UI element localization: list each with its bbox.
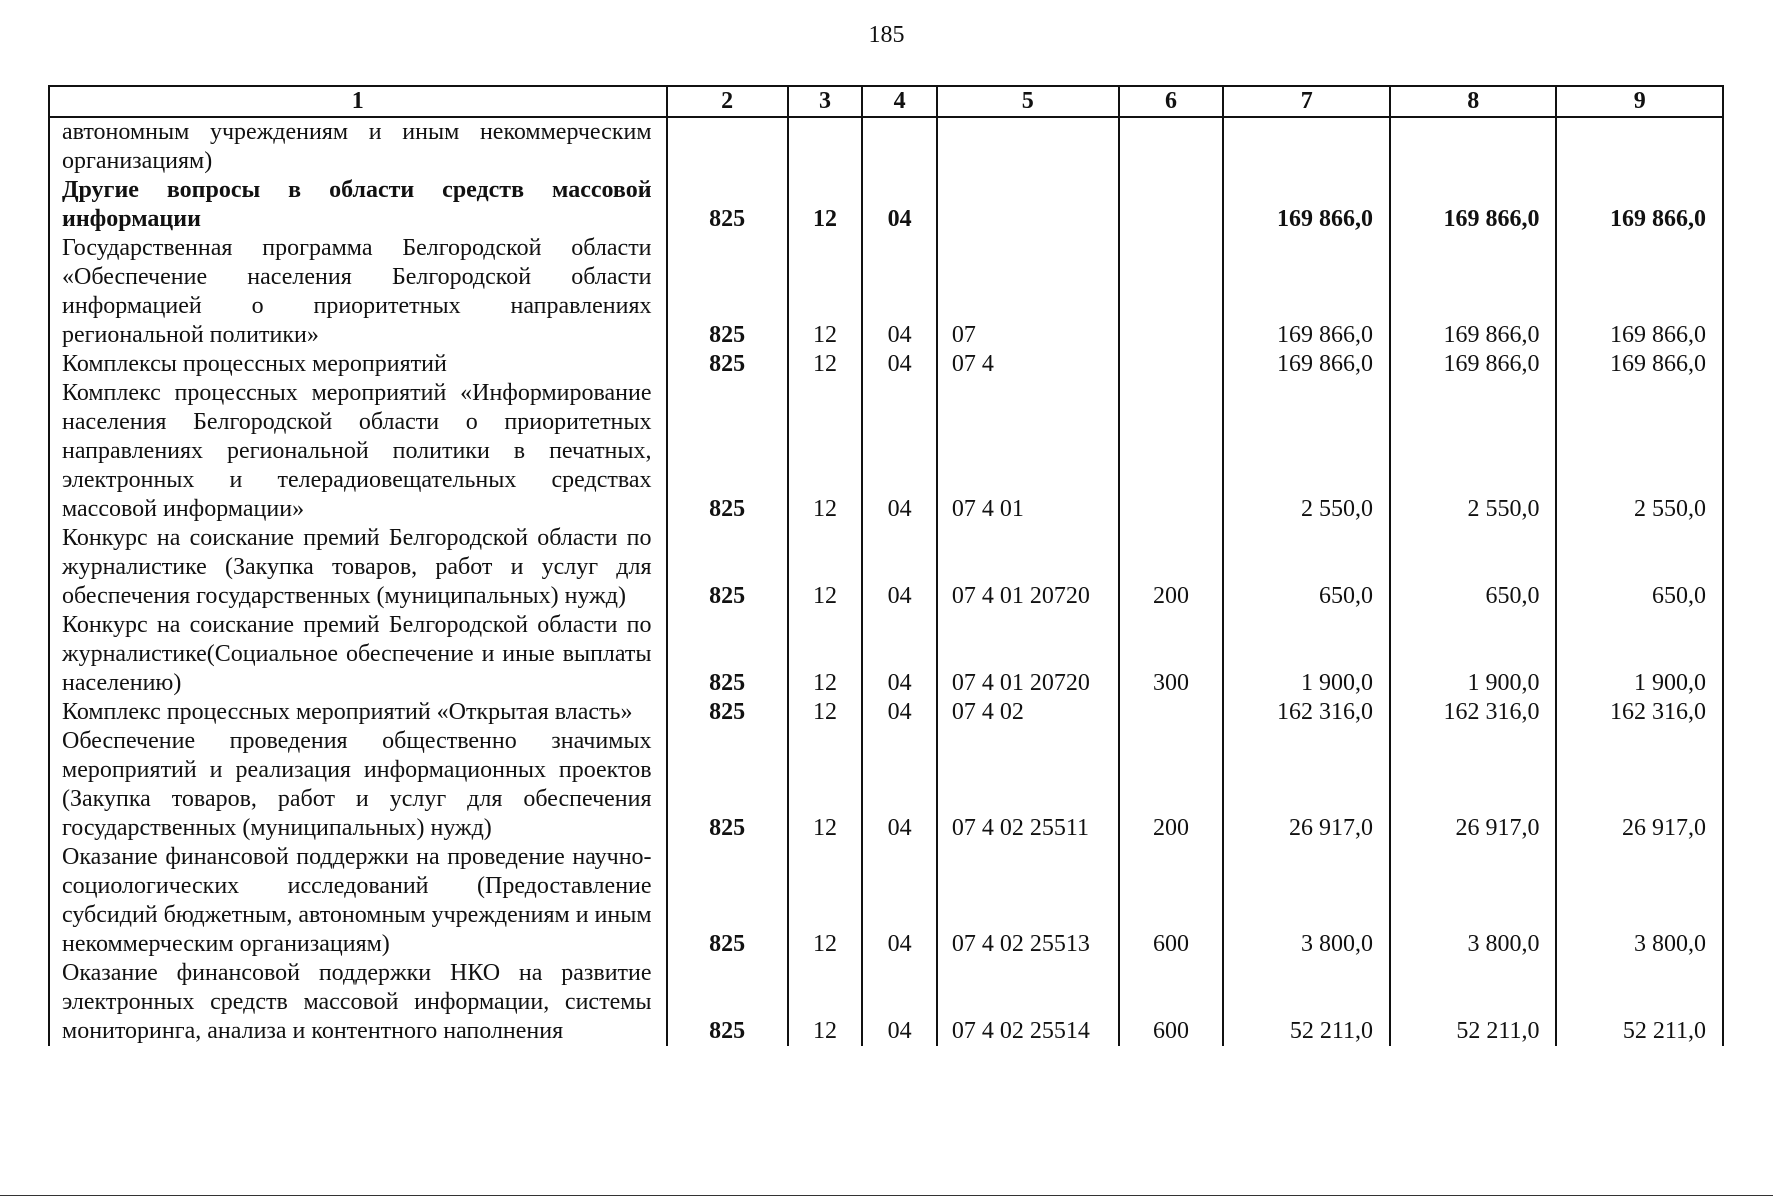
- section-code: 12: [788, 959, 863, 1046]
- subsection-code: 04: [862, 611, 937, 698]
- row-description: Государственная программа Белгородской области «Обеспечение населения Белгородской области информацией о приоритетных направлениях региональной политики»: [49, 234, 667, 350]
- admin-code: 825: [667, 959, 788, 1046]
- amount-col7: 52 211,0: [1223, 959, 1389, 1046]
- amount-col7: 169 866,0: [1223, 234, 1389, 350]
- table-row: [49, 524, 1723, 611]
- column-header: 2: [667, 86, 788, 117]
- target-article: 07 4 02 25513: [937, 843, 1119, 959]
- admin-code: 825: [667, 524, 788, 611]
- amount-col7: 650,0: [1223, 524, 1389, 611]
- page-bottom-rule: [0, 1195, 1773, 1196]
- amount-col7: 169 866,0: [1223, 350, 1389, 379]
- amount-col8: [1390, 117, 1556, 176]
- target-article: 07 4 01 20720: [937, 524, 1119, 611]
- column-header: 7: [1223, 86, 1389, 117]
- expense-type: [1119, 379, 1224, 524]
- row-description: Комплексы процессных мероприятий: [49, 350, 667, 379]
- amount-col8: 2 550,0: [1390, 379, 1556, 524]
- admin-code: 825: [667, 234, 788, 350]
- row-description: Оказание финансовой поддержки на проведение научно-социологических исследований (Предоставление субсидий бюджетным, автономным учреждениям и иным некоммерческим организациям): [49, 843, 667, 959]
- section-code: [788, 117, 863, 176]
- section-code: 12: [788, 350, 863, 379]
- amount-col8: 1 900,0: [1390, 611, 1556, 698]
- row-description: Конкурс на соискание премий Белгородской области по журналистике (Закупка товаров, работ и услуг для обеспечения государственных (муниципальных) нужд): [49, 524, 667, 611]
- row-description: Обеспечение проведения общественно значимых мероприятий и реализация информационных проектов (Закупка товаров, работ и услуг для обеспечения государственных (муниципальных) нужд): [49, 727, 667, 843]
- amount-col7: 162 316,0: [1223, 698, 1389, 727]
- target-article: 07: [937, 234, 1119, 350]
- amount-col7: 169 866,0: [1223, 176, 1389, 234]
- target-article: 07 4 02: [937, 698, 1119, 727]
- admin-code: 825: [667, 727, 788, 843]
- table-row: [49, 611, 1723, 698]
- column-header: 5: [937, 86, 1119, 117]
- column-header: 8: [1390, 86, 1556, 117]
- section-code: 12: [788, 843, 863, 959]
- column-header: 3: [788, 86, 863, 117]
- target-article: 07 4: [937, 350, 1119, 379]
- expense-type: [1119, 350, 1224, 379]
- table-row: [49, 959, 1723, 1046]
- expense-type: 200: [1119, 524, 1224, 611]
- table-row: [49, 727, 1723, 843]
- subsection-code: 04: [862, 350, 937, 379]
- amount-col9: 169 866,0: [1556, 350, 1723, 379]
- amount-col9: 162 316,0: [1556, 698, 1723, 727]
- section-code: 12: [788, 234, 863, 350]
- admin-code: 825: [667, 350, 788, 379]
- amount-col9: 169 866,0: [1556, 176, 1723, 234]
- amount-col7: 2 550,0: [1223, 379, 1389, 524]
- expense-type: [1119, 698, 1224, 727]
- expense-type: 200: [1119, 727, 1224, 843]
- section-code: 12: [788, 611, 863, 698]
- amount-col8: 169 866,0: [1390, 234, 1556, 350]
- amount-col9: 650,0: [1556, 524, 1723, 611]
- subsection-code: 04: [862, 843, 937, 959]
- header-row: [49, 86, 1723, 117]
- row-description: Комплекс процессных мероприятий «Информирование населения Белгородской области о приоритетных направлениях региональной политики в печатных, электронных и телерадиовещательных средствах массовой информации»: [49, 379, 667, 524]
- subsection-code: [862, 117, 937, 176]
- amount-col7: [1223, 117, 1389, 176]
- subsection-code: 04: [862, 698, 937, 727]
- expense-type: 300: [1119, 611, 1224, 698]
- admin-code: 825: [667, 698, 788, 727]
- expense-type: 600: [1119, 843, 1224, 959]
- admin-code: 825: [667, 611, 788, 698]
- subsection-code: 04: [862, 176, 937, 234]
- row-description: Комплекс процессных мероприятий «Открытая власть»: [49, 698, 667, 727]
- column-header: 4: [862, 86, 937, 117]
- expense-type: 600: [1119, 959, 1224, 1046]
- column-header: 1: [49, 86, 667, 117]
- row-description: Оказание финансовой поддержки НКО на развитие электронных средств массовой информации, системы мониторинга, анализа и контентного наполнения: [49, 959, 667, 1046]
- table-row: [49, 379, 1723, 524]
- amount-col8: 3 800,0: [1390, 843, 1556, 959]
- subsection-code: 04: [862, 959, 937, 1046]
- page-number: 185: [868, 22, 905, 48]
- row-description: автономным учреждениям и иным некоммерческим организациям): [49, 117, 667, 176]
- amount-col9: [1556, 117, 1723, 176]
- subsection-code: 04: [862, 524, 937, 611]
- amount-col8: 162 316,0: [1390, 698, 1556, 727]
- section-code: 12: [788, 698, 863, 727]
- amount-col8: 52 211,0: [1390, 959, 1556, 1046]
- target-article: 07 4 02 25511: [937, 727, 1119, 843]
- subsection-code: 04: [862, 234, 937, 350]
- table-row: [49, 698, 1723, 727]
- row-description: Другие вопросы в области средств массовой информации: [49, 176, 667, 234]
- target-article: 07 4 01: [937, 379, 1119, 524]
- column-header: 6: [1119, 86, 1224, 117]
- column-header: 9: [1556, 86, 1723, 117]
- amount-col7: 1 900,0: [1223, 611, 1389, 698]
- target-article: [937, 117, 1119, 176]
- section-code: 12: [788, 524, 863, 611]
- amount-col7: 26 917,0: [1223, 727, 1389, 843]
- table-row: [49, 117, 1723, 176]
- amount-col9: 2 550,0: [1556, 379, 1723, 524]
- amount-col8: 650,0: [1390, 524, 1556, 611]
- amount-col9: 169 866,0: [1556, 234, 1723, 350]
- subsection-code: 04: [862, 727, 937, 843]
- admin-code: 825: [667, 379, 788, 524]
- table-row: [49, 350, 1723, 379]
- target-article: [937, 176, 1119, 234]
- amount-col8: 169 866,0: [1390, 176, 1556, 234]
- amount-col9: 26 917,0: [1556, 727, 1723, 843]
- expense-type: [1119, 176, 1224, 234]
- admin-code: [667, 117, 788, 176]
- section-code: 12: [788, 379, 863, 524]
- table-row: [49, 176, 1723, 234]
- amount-col9: 3 800,0: [1556, 843, 1723, 959]
- expense-type: [1119, 117, 1224, 176]
- target-article: 07 4 01 20720: [937, 611, 1119, 698]
- subsection-code: 04: [862, 379, 937, 524]
- target-article: 07 4 02 25514: [937, 959, 1119, 1046]
- amount-col7: 3 800,0: [1223, 843, 1389, 959]
- admin-code: 825: [667, 176, 788, 234]
- amount-col9: 52 211,0: [1556, 959, 1723, 1046]
- expense-type: [1119, 234, 1224, 350]
- amount-col8: 26 917,0: [1390, 727, 1556, 843]
- table-row: [49, 234, 1723, 350]
- section-code: 12: [788, 727, 863, 843]
- table-row: [49, 843, 1723, 959]
- admin-code: 825: [667, 843, 788, 959]
- amount-col8: 169 866,0: [1390, 350, 1556, 379]
- section-code: 12: [788, 176, 863, 234]
- amount-col9: 1 900,0: [1556, 611, 1723, 698]
- budget-table: [48, 85, 1724, 1046]
- row-description: Конкурс на соискание премий Белгородской области по журналистике(Социальное обеспечение и иные выплаты населению): [49, 611, 667, 698]
